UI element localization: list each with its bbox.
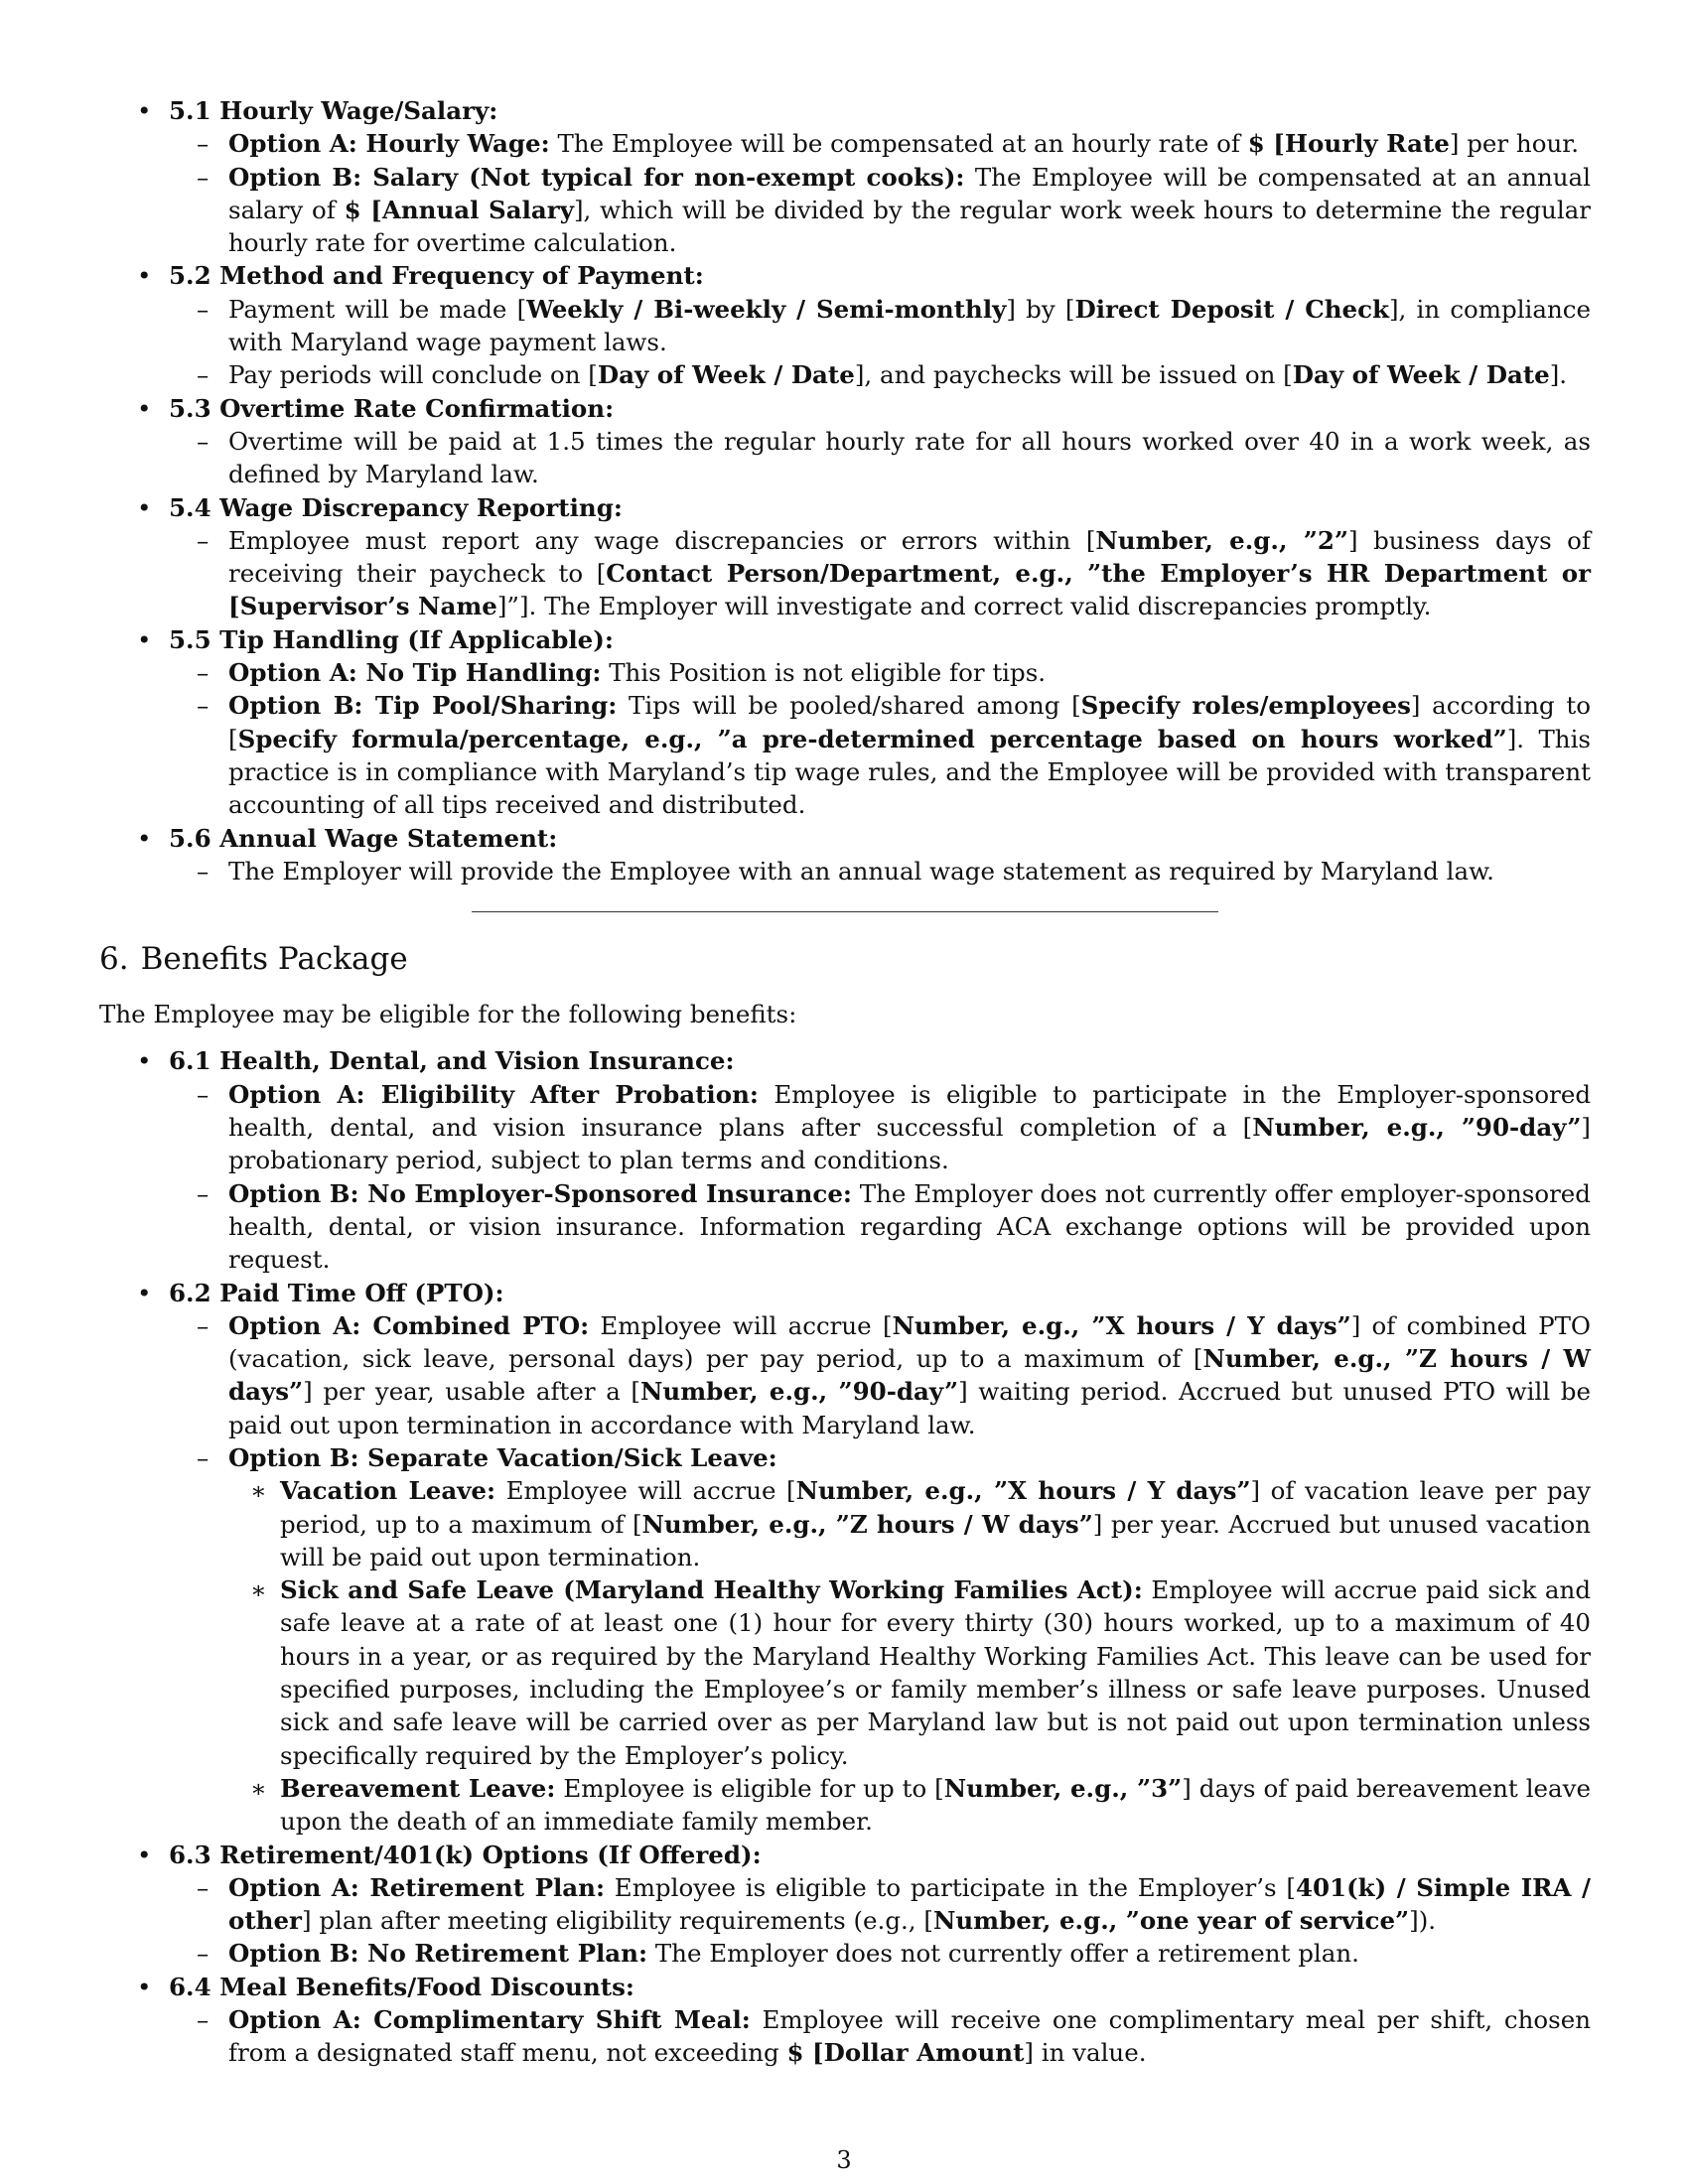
item-5-4-reporting: – Employee must report any wage discrepancies or errors within [Number, e.g., ”2”] business days of receiving their paycheck to [Contact Person/Department, e.g., ”the Employer’s HR Department or [Supervisor’s Name]”]. The Employer will investigate and correct valid discrepancies promptly. <box>99 524 1591 623</box>
option-5-1-a: – Option A: Hourly Wage: The Employee will be compensated at an hourly rate of $ [Hourly Rate] per hour. <box>99 127 1591 160</box>
option-6-1-a: – Option A: Eligibility After Probation: Employee is eligible to participate in the Employer-sponsored health, dental, and vision insurance plans after successful completion of a [Number, e.g., ”90-day”] probationary period, subject to plan terms and conditions. <box>99 1078 1591 1177</box>
section-heading-6 <box>99 940 1591 978</box>
item-5-6-statement: – The Employer will provide the Employee with an annual wage statement as required by Maryland law. <box>99 855 1591 887</box>
list-item-6-3 <box>99 1839 1591 1871</box>
section-number: 6. <box>99 941 129 978</box>
item-5-2-periods: – Pay periods will conclude on [Day of Week / Date], and paychecks will be issued on [Day of Week / Date]. <box>99 358 1591 391</box>
option-6-3-b: – Option B: No Retirement Plan: The Employer does not currently offer a retirement plan. <box>99 1937 1591 1970</box>
page-number: 3 <box>836 2146 852 2174</box>
option-label: Option B: No Retirement Plan: <box>228 1939 648 1969</box>
item-title: 5.6 Annual Wage Statement: <box>169 823 558 853</box>
section-title: Benefits Package <box>140 941 408 978</box>
section-intro: The Employee may be eligible for the following benefits: <box>99 1000 797 1029</box>
horizontal-rule <box>472 911 1218 912</box>
item-title: 6.4 Meal Benefits/Food Discounts: <box>169 1972 634 2001</box>
list-item-5-1 <box>99 94 1591 127</box>
option-label: Option B: No Employer-Sponsored Insurance: <box>228 1178 852 1208</box>
option-6-3-a: – Option A: Retirement Plan: Employee is eligible to participate in the Employer’s [401(k) / Simple IRA / other] plan after meeting eligibility requirements (e.g., [Number, e.g., ”one year of service”]). <box>99 1871 1591 1938</box>
option-label: Option A: Combined PTO: <box>228 1310 590 1340</box>
item-5-3-overtime: – Overtime will be paid at 1.5 times the regular hourly rate for all hours worked over 40 in a work week, as defined by Maryland law. <box>99 425 1591 491</box>
item-title: 6.3 Retirement/401(k) Options (If Offered): <box>169 1840 762 1869</box>
sub-item-label: Sick and Safe Leave (Maryland Healthy Working Families Act): <box>280 1575 1143 1605</box>
item-title: 6.2 Paid Time Off (PTO): <box>169 1278 504 1307</box>
item-title: 5.5 Tip Handling (If Applicable): <box>169 624 614 654</box>
item-5-2-payment: – Payment will be made [Weekly / Bi-weekly / Semi-monthly] by [Direct Deposit / Check], in compliance with Maryland wage payment laws. <box>99 293 1591 359</box>
option-6-2-b <box>99 1441 1591 1474</box>
option-6-1-b: – Option B: No Employer-Sponsored Insurance: The Employer does not currently offer employer-sponsored health, dental, or vision insurance. Information regarding ACA exchange options will be provided upon request. <box>99 1177 1591 1277</box>
sub-item-label: Bereavement Leave: <box>280 1773 556 1803</box>
list-item-6-2 <box>99 1277 1591 1309</box>
list-item-5-4 <box>99 491 1591 524</box>
option-label: Option A: No Tip Handling: <box>228 658 602 688</box>
sub-item-label: Vacation Leave: <box>280 1476 496 1506</box>
sub-item-vacation-leave: ∗ Vacation Leave: Employee will accrue [Number, e.g., ”X hours / Y days”] of vacation leave per pay period, up to a maximum of [Number, e.g., ”Z hours / W days”] per year. Accrued but unused vacation will be paid out upon termination. <box>99 1474 1591 1573</box>
item-title: 5.1 Hourly Wage/Salary: <box>169 96 498 125</box>
item-title: 5.3 Overtime Rate Confirmation: <box>169 393 615 423</box>
option-label: Option A: Hourly Wage: <box>228 129 550 159</box>
item-title: 5.2 Method and Frequency of Payment: <box>169 261 704 291</box>
list-item-5-3 <box>99 392 1591 425</box>
option-label: Option A: Retirement Plan: <box>228 1872 606 1902</box>
sub-item-bereavement-leave: ∗ Bereavement Leave: Employee is eligible for up to [Number, e.g., ”3”] days of paid bereavement leave upon the death of an immediate family member. <box>99 1772 1591 1839</box>
list-item-6-1 <box>99 1044 1591 1077</box>
list-item-5-5 <box>99 623 1591 656</box>
option-label: Option A: Complimentary Shift Meal: <box>228 2005 751 2035</box>
option-label: Option B: Salary (Not typical for non-exempt cooks): <box>228 162 965 192</box>
list-item-5-2 <box>99 259 1591 292</box>
section-6-list <box>99 1044 1591 2069</box>
option-5-5-a: – Option A: No Tip Handling: This Position is not eligible for tips. <box>99 656 1591 689</box>
option-6-2-a: – Option A: Combined PTO: Employee will accrue [Number, e.g., ”X hours / Y days”] of combined PTO (vacation, sick leave, personal days) per pay period, up to a maximum of [Number, e.g., ”Z hours / W days”] per year, usable after a [Number, e.g., ”90-day”] waiting period. Accrued but unused PTO will be paid out upon termination in accordance with Maryland law. <box>99 1309 1591 1441</box>
item-title: 6.1 Health, Dental, and Vision Insurance: <box>169 1046 735 1076</box>
option-5-1-b: – Option B: Salary (Not typical for non-exempt cooks): The Employee will be compensated at an annual salary of $ [Annual Salary], which will be divided by the regular work week hours to determine the regular hourly rate for overtime calculation. <box>99 161 1591 260</box>
option-label: Option B: Separate Vacation/Sick Leave: <box>228 1442 777 1472</box>
option-6-4-a: – Option A: Complimentary Shift Meal: Employee will receive one complimentary meal per shift, chosen from a designated staff menu, not exceeding $ [Dollar Amount] in value. <box>99 2003 1591 2070</box>
item-title: 5.4 Wage Discrepancy Reporting: <box>169 492 623 522</box>
option-label: Option B: Tip Pool/Sharing: <box>228 691 618 721</box>
option-5-5-b: – Option B: Tip Pool/Sharing: Tips will be pooled/shared among [Specify roles/employees] according to [Specify formula/percentage, e.g., ”a pre-determined percentage based on hours worked”]. This practice is in compliance with Maryland’s tip wage rules, and the Employee will be provided with transparent accounting of all tips received and distributed. <box>99 689 1591 821</box>
option-label: Option A: Eligibility After Probation: <box>228 1079 759 1109</box>
sub-item-sick-safe-leave: ∗ Sick and Safe Leave (Maryland Healthy Working Families Act): Employee will accrue paid sick and safe leave at a rate of at least one (1) hour for every thirty (30) hours worked, up to a maximum of 40 hours in a year, or as required by the Maryland Healthy Working Families Act. This leave can be used for specified purposes, including the Employee’s or family member’s illness or safe leave purposes. Unused sick and safe leave will be carried over as per Maryland law but is not paid out upon termination unless specifically required by the Employer’s policy. <box>99 1573 1591 1772</box>
section-5-list <box>99 94 1591 887</box>
list-item-6-4 <box>99 1971 1591 2003</box>
document-page <box>99 94 1591 2070</box>
list-item-5-6 <box>99 822 1591 855</box>
